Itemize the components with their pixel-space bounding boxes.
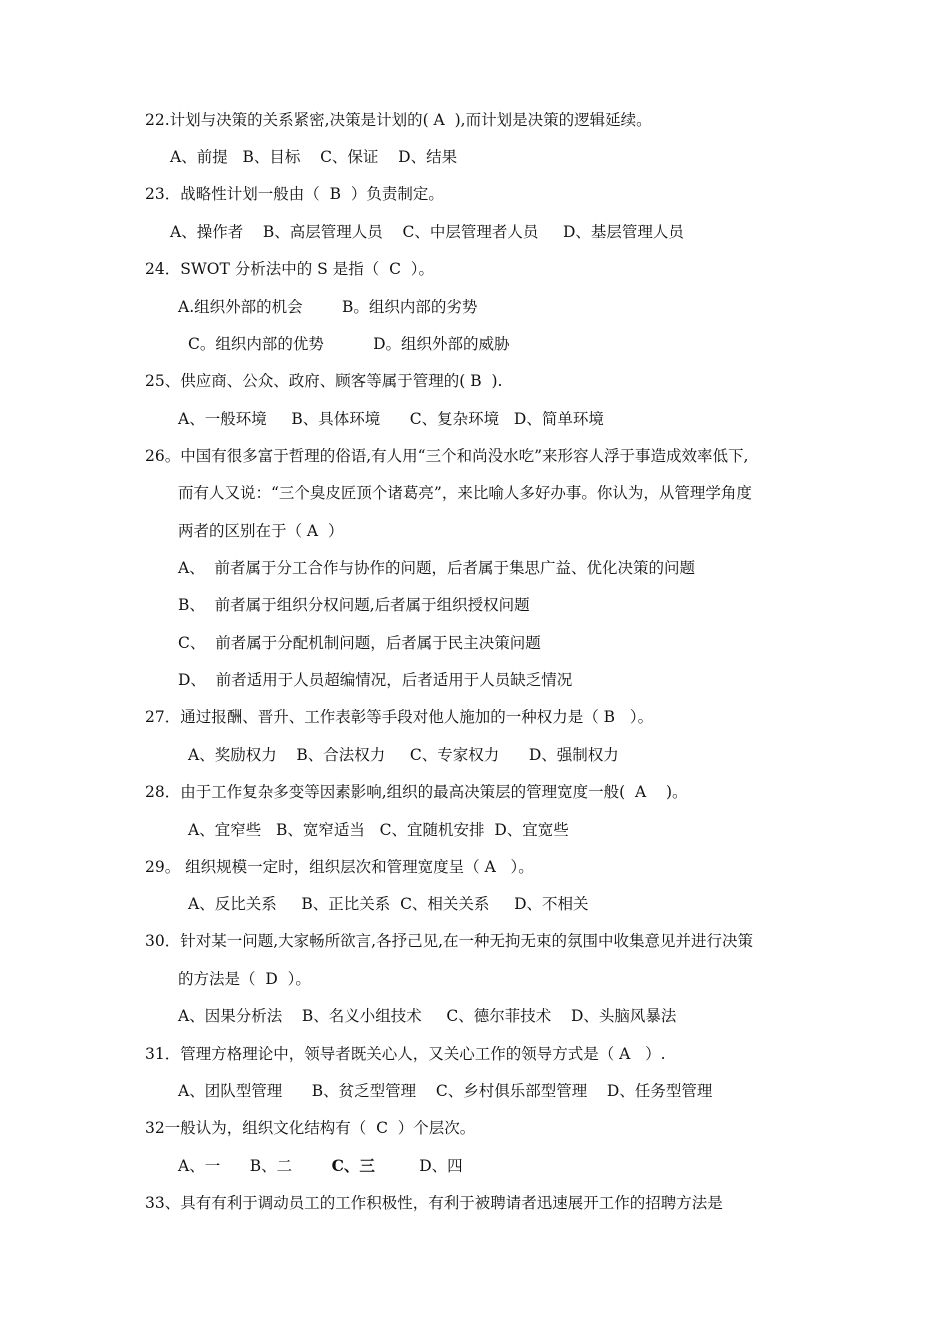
question-26: 26。中国有很多富于哲理的俗语,有人用“三个和尚没水吃”来形容人浮于事造成效率低下,	[145, 447, 749, 465]
question-24-options-line-1: A.组织外部的机会 B。组织内部的劣势	[178, 298, 478, 316]
question-23-options: A、操作者 B、高层管理人员 C、中层管理者人员 D、基层管理人员	[170, 223, 684, 241]
question-26-continuation-2: 两者的区别在于（ A ）	[178, 522, 344, 540]
question-32-option-d: D、四	[374, 1157, 463, 1175]
question-22-options: A、前提 B、目标 C、保证 D、结果	[170, 148, 458, 166]
question-23: 23．战略性计划一般由（ B ）负责制定。	[145, 185, 444, 203]
question-31-options: A、团队型管理 B、贫乏型管理 C、乡村俱乐部型管理 D、任务型管理	[178, 1082, 713, 1100]
question-27-options: A、奖励权力 B、合法权力 C、专家权力 D、强制权力	[188, 746, 619, 764]
question-32-options-ab: A、一 B、二	[178, 1157, 332, 1175]
question-27: 27．通过报酬、晋升、工作表彰等手段对他人施加的一种权力是（ B ）。	[145, 708, 654, 726]
question-29: 29。 组织规模一定时，组织层次和管理宽度呈（ A ）。	[145, 858, 534, 876]
question-29-options: A、反比关系 B、正比关系 C、相关关系 D、不相关	[188, 895, 589, 913]
question-31: 31．管理方格理论中，领导者既关心人，又关心工作的领导方式是（ A ）.	[145, 1045, 666, 1063]
question-26-continuation-1: 而有人又说：“三个臭皮匠顶个诸葛亮”，来比喻人多好办事。你认为，从管理学角度	[178, 484, 752, 502]
question-26-option-d: D、 前者适用于人员超编情况，后者适用于人员缺乏情况	[178, 671, 573, 689]
question-24-options-line-2: C。组织内部的优势 D。组织外部的威胁	[188, 335, 510, 353]
question-26-option-c: C、 前者属于分配机制问题，后者属于民主决策问题	[178, 634, 541, 652]
question-30: 30．针对某一问题,大家畅所欲言,各抒己见,在一种无拘无束的氛围中收集意见并进行决策	[145, 932, 754, 950]
question-30-options: A、因果分析法 B、名义小组技术 C、德尔菲技术 D、头脑风暴法	[178, 1007, 677, 1025]
question-32-option-c: C、三	[331, 1156, 375, 1175]
question-22: 22.计划与决策的关系紧密,决策是计划的( A ),而计划是决策的逻辑延续。	[145, 111, 652, 129]
question-32: 32一般认为，组织文化结构有（ C ）个层次。	[145, 1119, 476, 1137]
question-26-option-a: A、 前者属于分工合作与协作的问题，后者属于集思广益、优化决策的问题	[178, 559, 696, 577]
question-28: 28．由于工作复杂多变等因素影响,组织的最高决策层的管理宽度一般( A )。	[145, 783, 688, 801]
question-24: 24．SWOT 分析法中的 S 是指（ C ）。	[145, 260, 435, 278]
question-26-option-b: B、 前者属于组织分权问题,后者属于组织授权问题	[178, 596, 530, 614]
question-32-options	[178, 1156, 463, 1176]
question-25: 25、供应商、公众、政府、顾客等属于管理的( B ).	[145, 372, 503, 390]
question-33: 33、具有有利于调动员工的工作积极性，有利于被聘请者迅速展开工作的招聘方法是	[145, 1194, 723, 1212]
question-25-options: A、一般环境 B、具体环境 C、复杂环境 D、简单环境	[178, 410, 604, 428]
question-30-continuation: 的方法是（ D ）。	[178, 970, 311, 988]
question-28-options: A、宜窄些 B、宽窄适当 C、宜随机安排 D、宜宽些	[188, 821, 569, 839]
